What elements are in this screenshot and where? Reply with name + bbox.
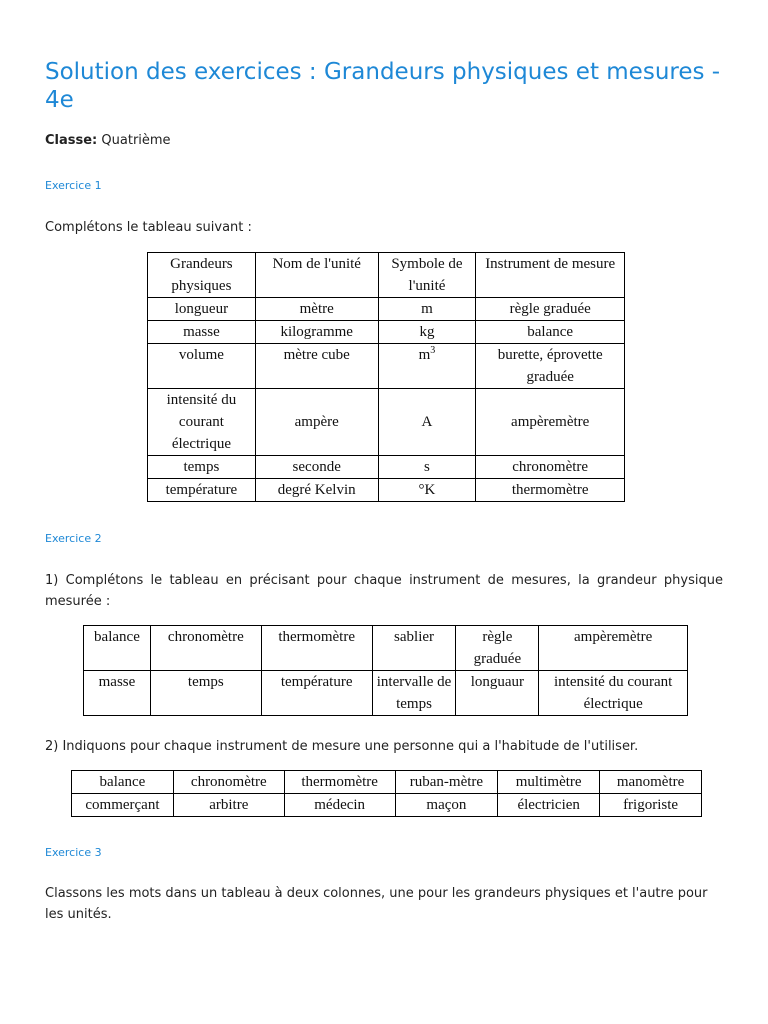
table-cell: balance — [72, 771, 174, 794]
exercise-3-text: Classons les mots dans un tableau à deux colonnes, une pour les grandeurs physiques et l'autre pour les unités. — [45, 886, 708, 922]
exercise-1-heading: Exercice 1 — [45, 179, 102, 192]
class-label: Classe: — [45, 133, 98, 148]
table-header-row — [148, 253, 625, 298]
table-cell: arbitre — [173, 794, 284, 817]
table-cell: mètre cube — [255, 344, 378, 389]
exercise-2-heading: Exercice 2 — [45, 532, 102, 545]
table-cell: électricien — [498, 794, 600, 817]
table-cell: kilogramme — [255, 321, 378, 344]
exercise-1-intro: Complétons le tableau suivant : — [45, 220, 252, 235]
table-row — [84, 671, 688, 716]
instrument-person-table — [71, 770, 702, 817]
table-cell: sablier — [372, 626, 456, 671]
table-cell: balance — [84, 626, 151, 671]
table-row — [148, 389, 625, 456]
table-row — [148, 298, 625, 321]
table-cell: volume — [148, 344, 256, 389]
exercise-2-question-2: 2) Indiquons pour chaque instrument de mesure une personne qui a l'habitude de l'utiliser. — [45, 739, 639, 754]
table-cell: longueur — [148, 298, 256, 321]
table-cell: température — [261, 671, 372, 716]
table-cell: multimètre — [498, 771, 600, 794]
table-cell: intervalle de temps — [372, 671, 456, 716]
table-header-cell: Instrument de mesure — [476, 253, 625, 298]
table-cell: intensité du courant électrique — [539, 671, 688, 716]
table-cell: masse — [84, 671, 151, 716]
table-cell: burette, éprovette graduée — [476, 344, 625, 389]
table-cell: ampèremètre — [539, 626, 688, 671]
class-value: Quatrième — [101, 133, 171, 148]
table-row — [84, 626, 688, 671]
table-cell: intensité du courant électrique — [148, 389, 256, 456]
table-cell: règle graduée — [456, 626, 539, 671]
exercise-2-question-1: 1) Complétons le tableau en précisant pour chaque instrument de mesures, la grandeur physique mesurée : — [45, 573, 723, 609]
table-cell: chronomètre — [476, 456, 625, 479]
table-cell: temps — [150, 671, 261, 716]
page-title: Solution des exercices : Grandeurs physiques et mesures - 4e — [45, 59, 721, 113]
table-cell: °K — [378, 479, 476, 502]
table-cell: thermomètre — [476, 479, 625, 502]
table-cell — [378, 344, 476, 389]
units-table — [147, 252, 625, 502]
instrument-quantity-table — [83, 625, 688, 716]
table-row — [72, 794, 702, 817]
table-row — [148, 344, 625, 389]
table-cell: balance — [476, 321, 625, 344]
table-cell: règle graduée — [476, 298, 625, 321]
table-cell: mètre — [255, 298, 378, 321]
table-header-cell: Grandeurs physiques — [148, 253, 256, 298]
table-row — [148, 321, 625, 344]
table-cell: temps — [148, 456, 256, 479]
unit-symbol: m — [418, 347, 431, 363]
table-cell: degré Kelvin — [255, 479, 378, 502]
table-header-cell: Symbole de l'unité — [378, 253, 476, 298]
table-row — [148, 479, 625, 502]
table-cell: kg — [378, 321, 476, 344]
table-cell: frigoriste — [600, 794, 702, 817]
table-cell: ampèremètre — [476, 389, 625, 456]
table-cell: médecin — [284, 794, 395, 817]
table-cell: thermomètre — [284, 771, 395, 794]
table-row — [148, 456, 625, 479]
table-header-cell: Nom de l'unité — [255, 253, 378, 298]
class-info — [45, 133, 171, 148]
table-cell: s — [378, 456, 476, 479]
table-cell: thermomètre — [261, 626, 372, 671]
table-cell: ruban-mètre — [395, 771, 498, 794]
table-cell: ampère — [255, 389, 378, 456]
table-cell: A — [378, 389, 476, 456]
table-cell: température — [148, 479, 256, 502]
table-cell: maçon — [395, 794, 498, 817]
table-cell: longuaur — [456, 671, 539, 716]
table-cell: masse — [148, 321, 256, 344]
table-cell: seconde — [255, 456, 378, 479]
table-cell: chronomètre — [173, 771, 284, 794]
table-cell: manomètre — [600, 771, 702, 794]
unit-exponent: 3 — [430, 345, 436, 356]
table-cell: chronomètre — [150, 626, 261, 671]
exercise-3-heading: Exercice 3 — [45, 846, 102, 859]
table-row — [72, 771, 702, 794]
table-cell: commerçant — [72, 794, 174, 817]
table-cell: m — [378, 298, 476, 321]
